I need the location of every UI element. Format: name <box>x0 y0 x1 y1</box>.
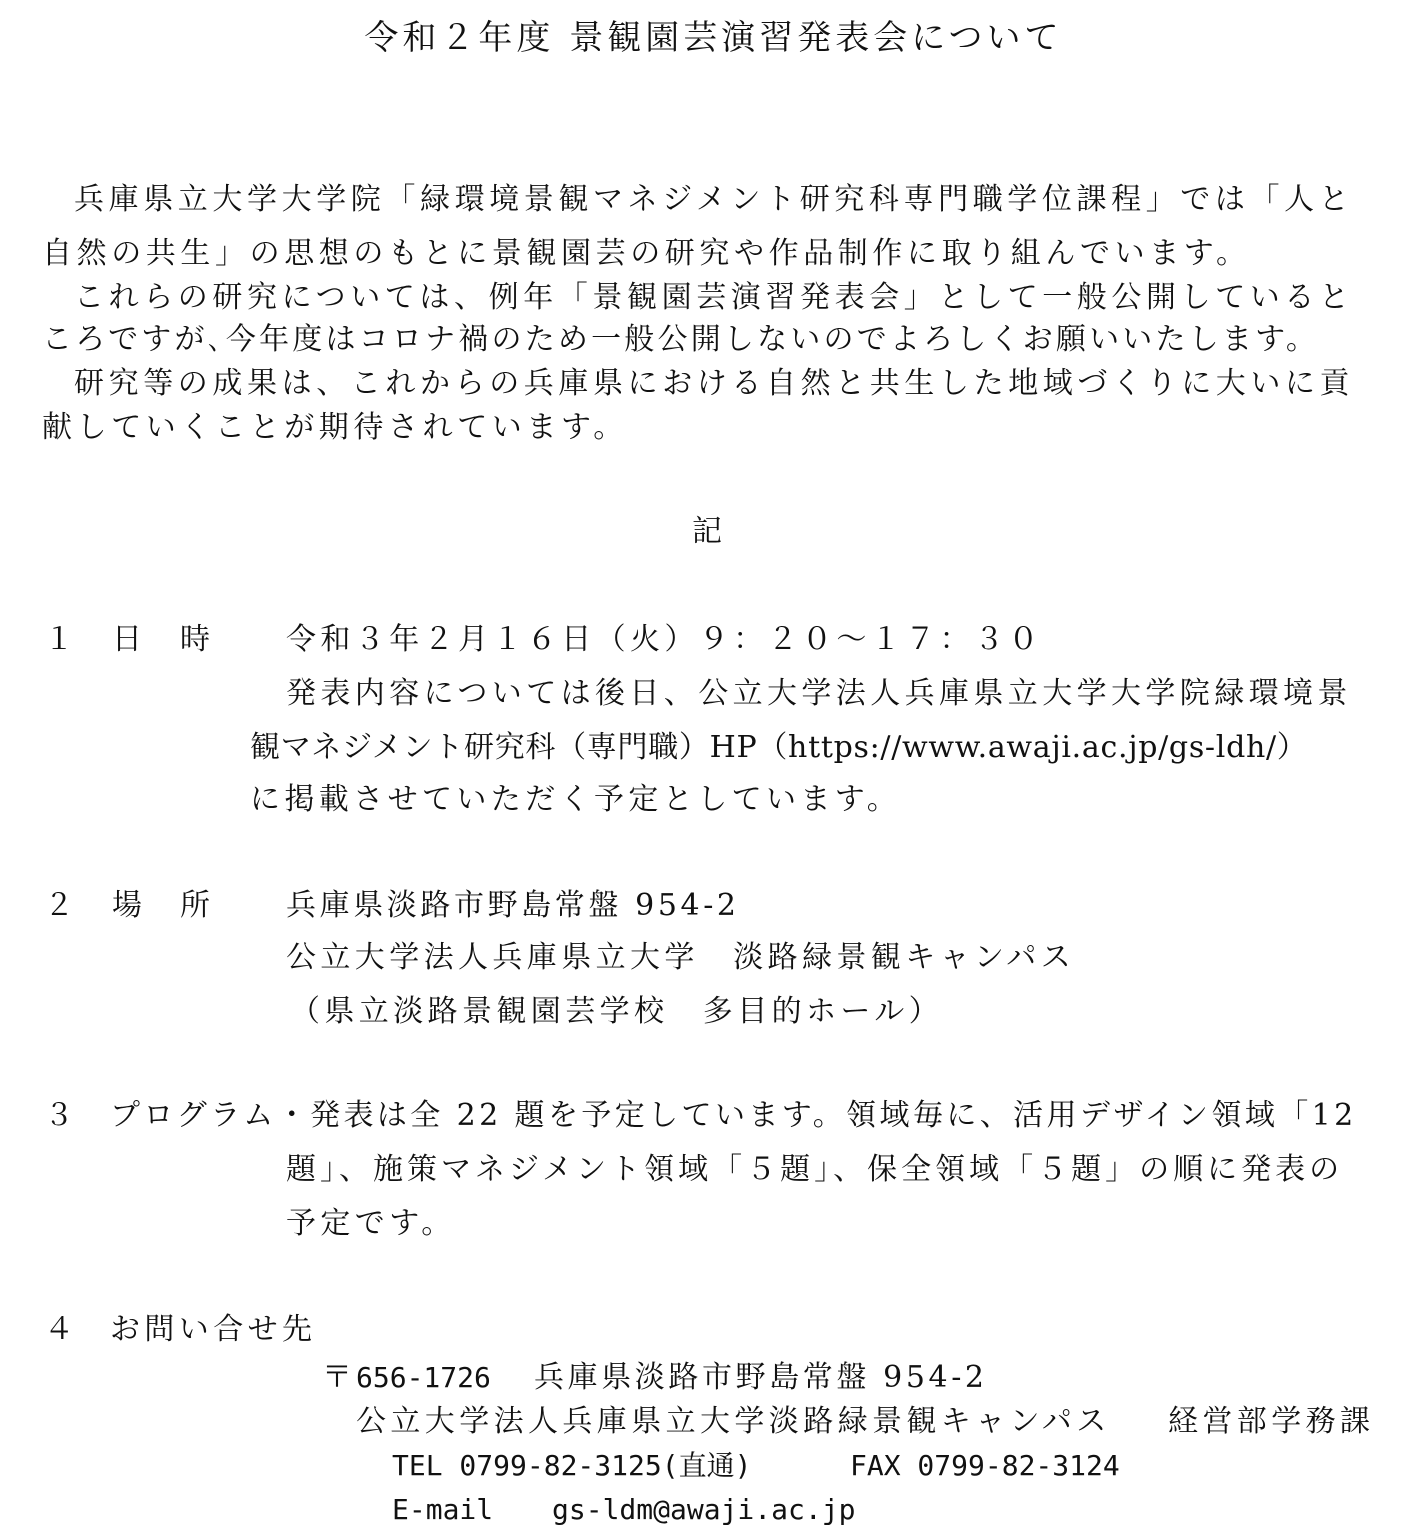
program-line1: プログラム・発表は全 22 題を予定しています。領域毎に、活用デザイン領域「12 <box>110 1098 1357 1133</box>
page-title: 令和２年度 景観園芸演習発表会について <box>364 18 1063 58</box>
contact-label: お問い合せ先 <box>110 1312 317 1347</box>
contact-tel: TEL 0799-82-3125(直通) <box>392 1449 752 1482</box>
place-label-a: 場 <box>112 888 142 923</box>
contact-fax: FAX 0799-82-3124 <box>850 1449 1120 1482</box>
contact-email[interactable]: gs-ldm@awaji.ac.jp <box>552 1493 856 1526</box>
contact-dept: 経営部学務課 <box>1168 1404 1375 1439</box>
intro-p2-line2: ころですが､今年度はコロナ禍のため一般公開しないのでよろしくお願いいたします。 <box>42 322 1320 357</box>
intro-p2-line1: これらの研究については、例年「景観園芸演習発表会」として一般公開していると <box>74 280 1354 315</box>
email-label: E-mail <box>392 1493 494 1526</box>
program-line3: 予定です。 <box>286 1206 456 1241</box>
place-label-b: 所 <box>180 888 210 923</box>
ki-marker: 記 <box>692 514 722 549</box>
contact-address: 兵庫県淡路市野島常盤 954-2 <box>534 1360 988 1395</box>
datetime-note-line1: 発表内容については後日、公立大学法人兵庫県立大学大学院緑環境景 <box>286 676 1352 711</box>
postal-code: 656-1726 <box>356 1361 491 1394</box>
datetime-label-b: 時 <box>180 622 210 657</box>
contact-org: 公立大学法人兵庫県立大学淡路緑景観キャンパス <box>356 1404 1111 1439</box>
postal-mark: 〒 <box>322 1360 352 1395</box>
datetime-note-line2: 観マネジメント研究科（専門職）HP（https://www.awaji.ac.jp/gs-ldh/） <box>250 730 1308 765</box>
datetime-note-line3: に掲載させていただく予定としています。 <box>250 782 902 817</box>
intro-p3-line1: 研究等の成果は、これからの兵庫県における自然と共生した地域づくりに大いに貢 <box>74 366 1355 401</box>
intro-p3-line2: 献していくことが期待されています。 <box>42 410 628 445</box>
section-number-3: ３ <box>44 1098 74 1133</box>
program-line2: 題」、施策マネジメント領域「５題」、保全領域「５題」の順に発表の <box>286 1152 1344 1187</box>
datetime-value: 令和３年２月１６日（火）９：２０～１７：３０ <box>286 622 1043 657</box>
section-number-4: ４ <box>44 1312 74 1347</box>
section-number-2: ２ <box>44 888 74 923</box>
place-line2: 公立大学法人兵庫県立大学 淡路緑景観キャンパス <box>286 940 1076 975</box>
section-number-1: １ <box>44 622 74 657</box>
intro-p1-line1: 兵庫県立大学大学院「緑環境景観マネジメント研究科専門職学位課程」では「人と <box>74 182 1354 217</box>
intro-p1-line2: 自然の共生」の思想のもとに景観園芸の研究や作品制作に取り組んでいます。 <box>42 236 1251 271</box>
place-line3: （県立淡路景観園芸学校 多目的ホール） <box>290 994 943 1029</box>
datetime-label-a: 日 <box>112 622 142 657</box>
place-line1: 兵庫県淡路市野島常盤 954-2 <box>286 888 740 923</box>
